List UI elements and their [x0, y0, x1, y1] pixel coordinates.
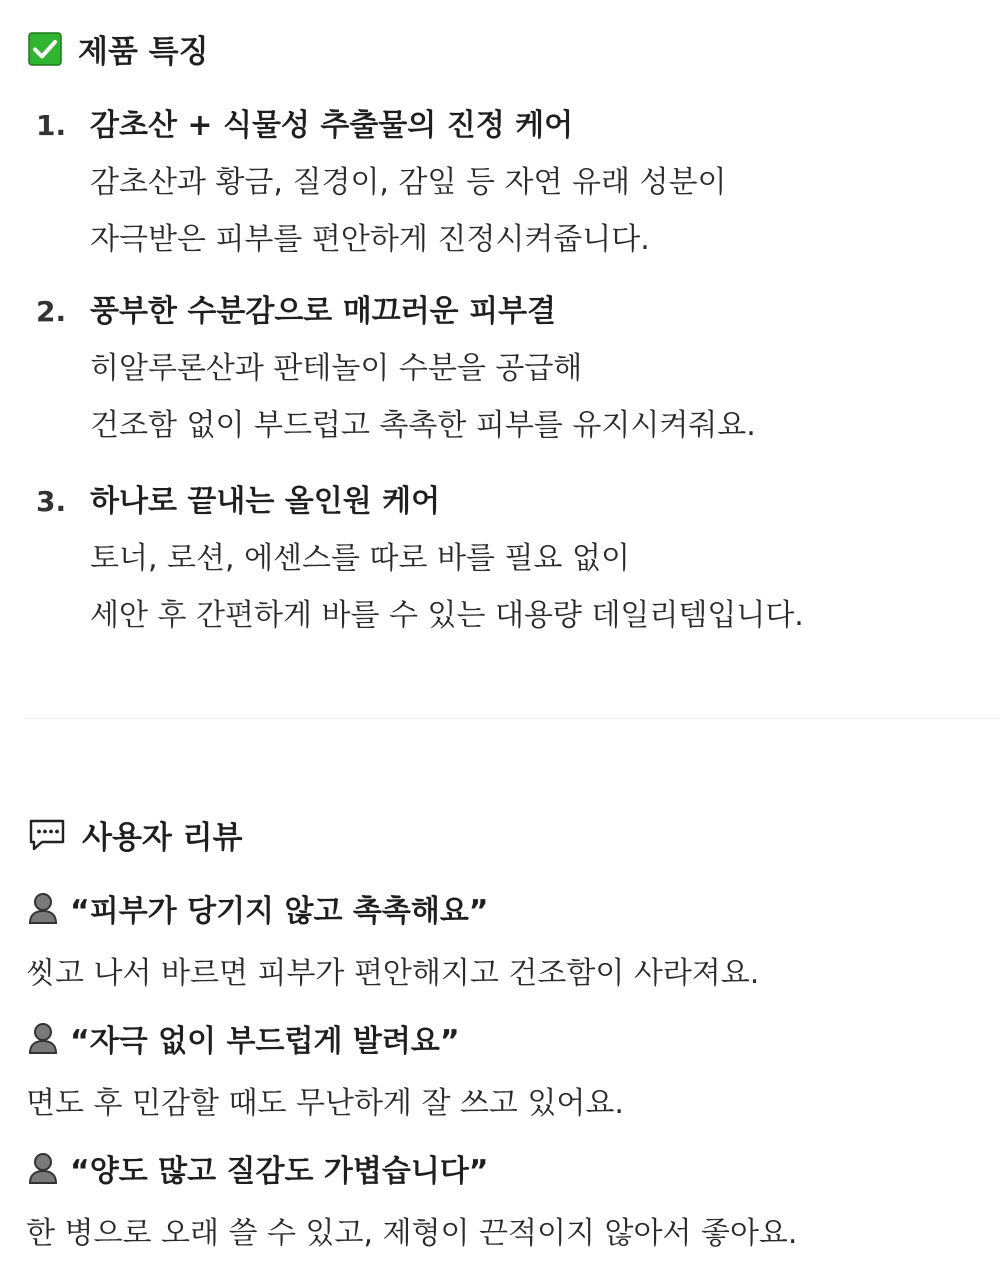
feature-title: 하나로 끝내는 올인원 케어	[90, 484, 441, 519]
reviews-title: 사용자 리뷰	[82, 820, 243, 856]
feature-description: 감초산과 황금, 질경이, 감잎 등 자연 유래 성분이	[90, 165, 727, 200]
features-title: 제품 특징	[78, 34, 209, 70]
feature-description: 히알루론산과 판테놀이 수분을 공급해	[90, 351, 583, 386]
feature-description: 건조함 없이 부드럽고 촉촉한 피부를 유지시켜줘요.	[90, 408, 756, 443]
feature-number: 1.	[36, 109, 67, 142]
feature-number: 3.	[36, 485, 67, 518]
feature-title: 감초산 + 식물성 추출물의 진정 케어	[90, 108, 574, 143]
review-title: “피부가 당기지 않고 촉촉해요”	[70, 894, 489, 929]
review-body: 씻고 나서 바르면 피부가 편안해지고 건조함이 사라져요.	[26, 956, 760, 991]
section-divider	[24, 718, 1000, 719]
feature-title: 풍부한 수분감으로 매끄러운 피부결	[90, 294, 557, 329]
feature-item-3	[36, 476, 976, 644]
check-mark-button-icon	[28, 32, 62, 66]
review-title: “자극 없이 부드럽게 발려요”	[70, 1024, 460, 1059]
features-header	[28, 26, 209, 71]
person-icon	[26, 1021, 60, 1055]
reviews-header	[28, 812, 243, 857]
review-item-1	[26, 886, 986, 992]
review-item-3	[26, 1146, 986, 1252]
feature-item-1	[36, 100, 976, 268]
review-item-2	[26, 1016, 986, 1122]
feature-description: 자극받은 피부를 편안하게 진정시켜줍니다.	[90, 222, 650, 257]
person-icon	[26, 891, 60, 925]
person-icon	[26, 1151, 60, 1185]
feature-number: 2.	[36, 295, 67, 328]
feature-description: 토너, 로션, 에센스를 따로 바를 필요 없이	[90, 541, 630, 576]
review-title: “양도 많고 질감도 가볍습니다”	[70, 1154, 489, 1189]
speech-bubble-icon	[28, 818, 66, 852]
feature-description: 세안 후 간편하게 바를 수 있는 대용량 데일리템입니다.	[90, 598, 804, 633]
feature-item-2	[36, 286, 976, 454]
review-body: 면도 후 민감할 때도 무난하게 잘 쓰고 있어요.	[26, 1086, 624, 1121]
review-body: 한 병으로 오래 쓸 수 있고, 제형이 끈적이지 않아서 좋아요.	[26, 1216, 798, 1251]
